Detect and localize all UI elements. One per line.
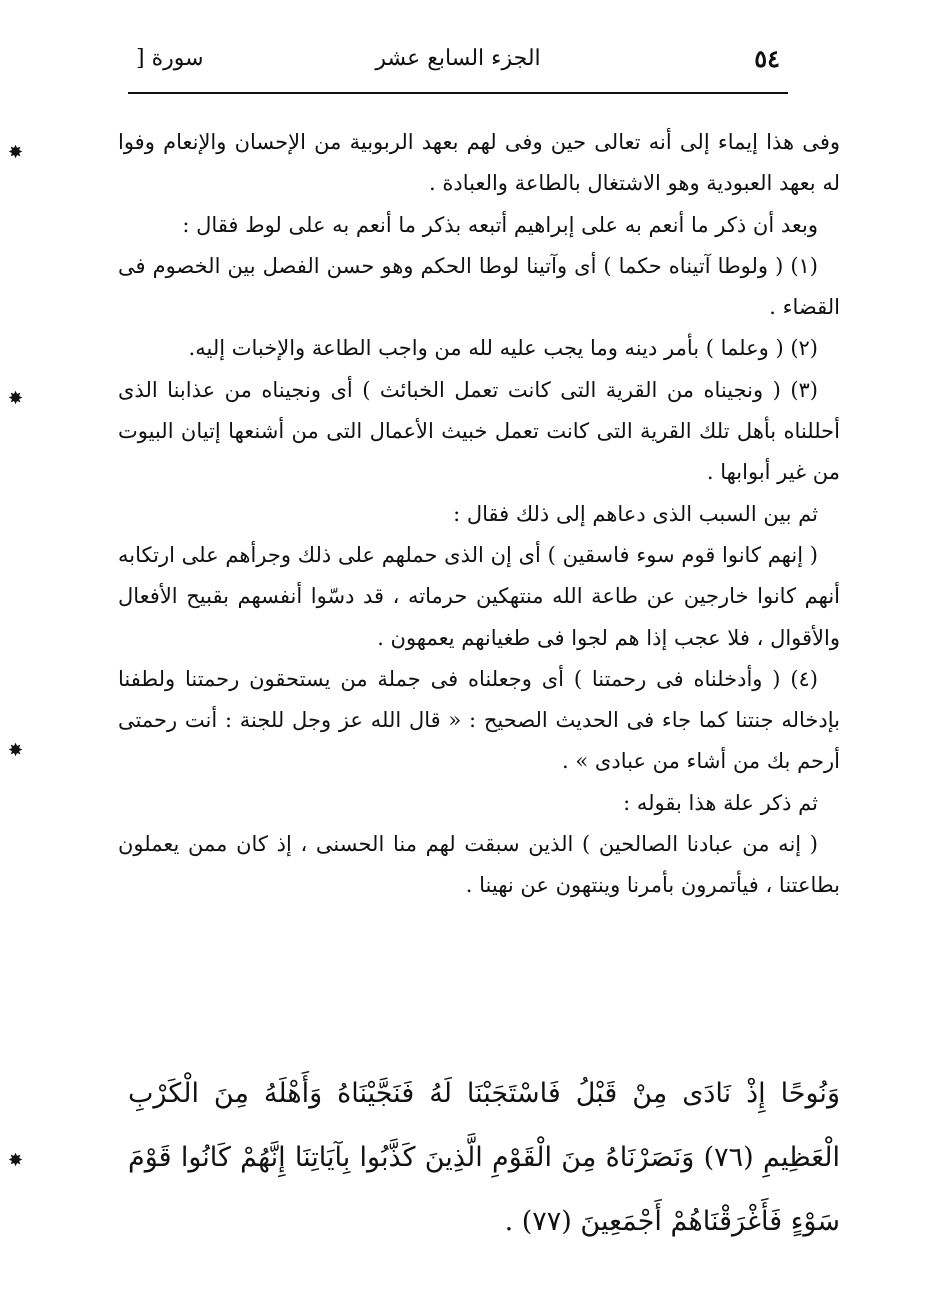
paragraph: وبعد أن ذكر ما أنعم به على إبراهيم أتبعه بذكر ما أنعم به على لوط فقال : [182, 212, 818, 237]
commentary-text [118, 122, 840, 907]
margin-mark: ✸ [8, 388, 24, 409]
paragraph: ثم بين السبب الذى دعاهم إلى ذلك فقال : [453, 501, 818, 526]
header-rule [128, 92, 788, 94]
paragraph: (٢) ( وعلما ) بأمر دينه وما يجب عليه لله من واجب الطاعة والإخبات إليه. [188, 336, 818, 361]
paragraph: ثم ذكر علة هذا بقوله : [623, 790, 818, 815]
paragraph: ( إنه من عبادنا الصالحين ) الذين سبقت لهم منا الحسنى ، إذ كان ممن يعملون بطاعتنا ، فيأتمرون بأمرنا وينتهون عن نهينا . [118, 832, 840, 898]
paragraph: ( إنهم كانوا قوم سوء فاسقين ) أى إن الذى حملهم على ذلك وجرأهم على ارتكابه أنهم كانوا خارجين عن طاعة الله منتهكين حرماته ، قد دسّوا أنفسهم بقبيح الأفعال والأقوال ، فلا عجب إذا هم لجوا فى طغيانهم يعمهون . [118, 542, 840, 650]
verse-text: وَنُوحًا إِذْ نَادَى مِنْ قَبْلُ فَاسْتَجَبْنَا لَهُ فَنَجَّيْنَاهُ وَأَهْلَهُ مِنَ الْكَرْبِ الْعَظِيمِ (٧٦) وَنَصَرْنَاهُ مِنَ الْقَوْمِ الَّذِينَ كَذَّبُوا بِآيَاتِنَا إِنَّهُمْ كَانُوا قَوْمَ سَوْءٍ فَأَغْرَقْنَاهُمْ أَجْمَعِينَ (٧٧) . [128, 1078, 840, 1237]
paragraph: (١) ( ولوطا آتيناه حكما ) أى وآتينا لوطا الحكم وهو حسن الفصل بين الخصوم فى القضاء . [118, 253, 840, 320]
margin-mark: ✸ [8, 142, 24, 163]
juz-title: الجزء السابع عشر [375, 46, 541, 71]
page-number: ٥٤ [754, 44, 780, 73]
quran-verse [128, 1062, 840, 1254]
margin-mark: ✸ [8, 740, 24, 761]
surah-label: سورة [ [136, 46, 204, 71]
margin-mark: ✸ [8, 1150, 24, 1171]
paragraph: (٣) ( ونجيناه من القرية التى كانت تعمل الخبائث ) أى ونجيناه من عذابنا الذى أحللناه بأهل تلك القرية التى كانت تعمل خبيث الأعمال التى من أشنعها إتيان البيوت من غير أبوابها . [118, 377, 840, 485]
paragraph: وفى هذا إيماء إلى أنه تعالى حين وفى لهم بعهد الربوبية من الإحسان والإنعام وفوا له بعهد العبودية وهو الاشتغال بالطاعة والعبادة . [118, 130, 840, 196]
page-header [128, 40, 788, 94]
paragraph: (٤) ( وأدخلناه فى رحمتنا ) أى وجعلناه فى جملة من يستحقون رحمتنا ولطفنا بإدخاله جنتنا كما جاء فى الحديث الصحيح : « قال الله عز وجل للجنة : أنت رحمتى أرحم بك من أشاء من عبادى » . [118, 666, 840, 774]
